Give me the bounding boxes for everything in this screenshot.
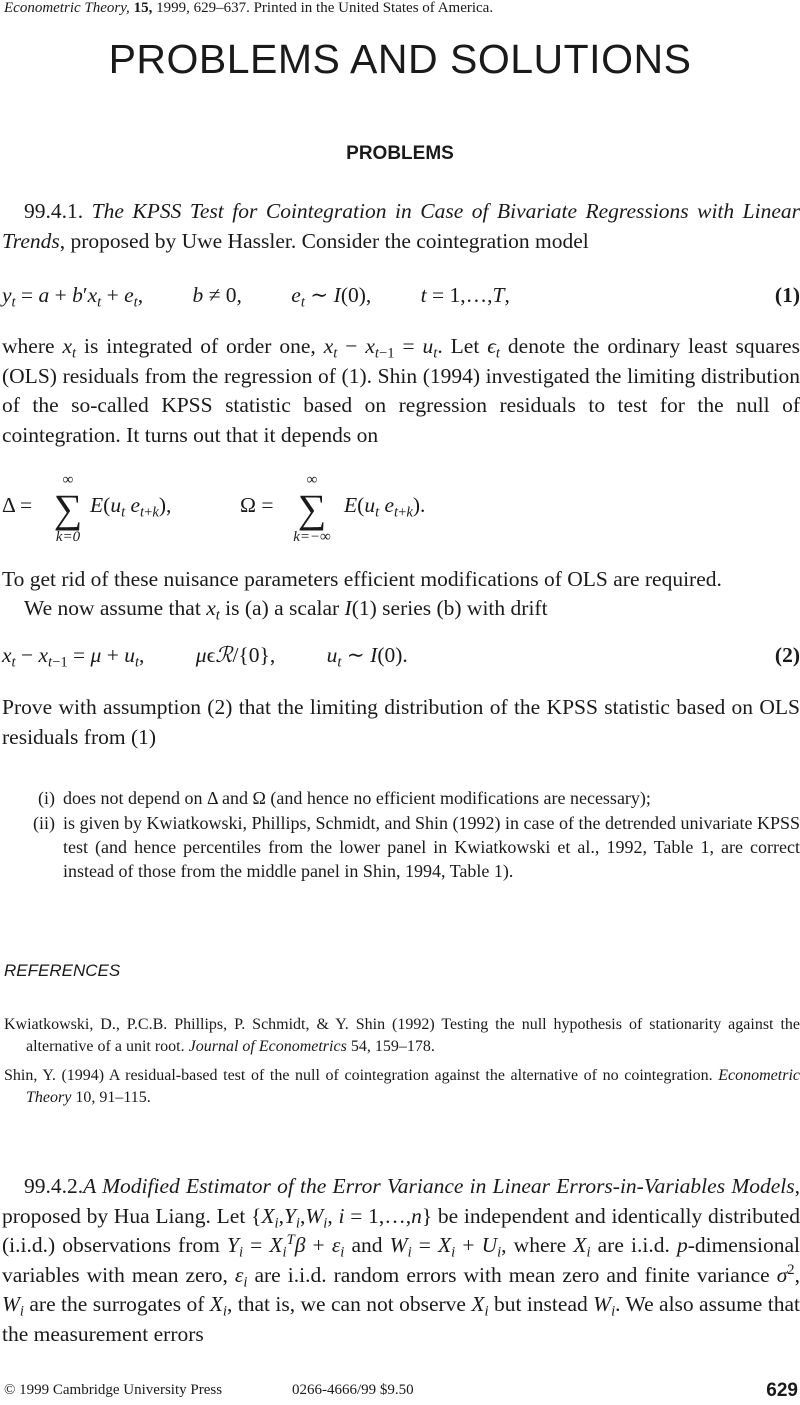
reference-text: Kwiatkowski, D., P.C.B. Phillips, P. Schmidt, & Y. Shin (1992) Testing the null hypothesis of stationarity against the alternative of a unit root. bbox=[4, 1016, 800, 1055]
problem-1-title: The KPSS Test for Cointegration in Case of Bivariate Regressions with Linear Trends bbox=[2, 199, 800, 253]
running-head-rest: 1999, 629–637. Printed in the United States of America. bbox=[152, 0, 494, 16]
page-title: PROBLEMS AND SOLUTIONS bbox=[108, 36, 692, 82]
list-item-text: does not depend on Δ and Ω (and hence no efficient modifications are necessary); bbox=[63, 788, 651, 808]
list-item-label: (i) bbox=[38, 788, 55, 808]
equation-2-body: $x_t - x_{t-1} = \mu + u_t$, μϵℛ/{0}, $u_t$ ∼ I(0). bbox=[2, 643, 408, 671]
equation-1-number: (1) bbox=[774, 283, 800, 307]
footer-issn: 0266-4666/99 $9.50 bbox=[292, 1382, 414, 1398]
problem-1-paragraph-4: We now assume that $x_t$ is (a) a scalar I(1) series (b) with drift bbox=[24, 596, 548, 624]
sum-omega: ∞ ∑ k=−∞ bbox=[293, 472, 331, 545]
problem-1-number: 99.4.1. bbox=[24, 199, 84, 223]
running-head bbox=[4, 0, 493, 17]
equation-1 bbox=[2, 283, 800, 313]
list-item-text: is given by Kwiatkowski, Phillips, Schmidt, and Shin (1992) in case of the detrended univariate KPSS test (and hence percentiles from the lower panel in Kwiatkowski et al., 1992, Table 1, are correct instead of those from the middle panel in Shin, 1994, Table 1). bbox=[63, 813, 800, 881]
footer-copyright: © 1999 Cambridge University Press bbox=[4, 1382, 223, 1398]
references-heading: REFERENCES bbox=[4, 961, 121, 980]
problem-1-intro bbox=[2, 197, 800, 256]
problem-1-paragraph-2: where $x_t$ is integrated of order one, $x_t - x_{t-1} = u_t$. Let $\epsilon_t$ denote the ordinary least squares (OLS) residuals from the regression of (1). Shin (1994) investigated the limiting distribution of the so-called KPSS statistic based on regression residuals to test for the null of cointegration. It turns out that it depends on bbox=[2, 334, 800, 447]
list-item-label: (ii) bbox=[33, 813, 55, 833]
sum-delta: ∞ ∑ k=0 bbox=[53, 472, 83, 545]
problem-2-title: A Modified Estimator of the Error Variance in Linear Errors-in-Variables Models bbox=[83, 1174, 795, 1198]
equation-2 bbox=[2, 643, 800, 673]
problem-1-proposer: , proposed by Uwe Hassler. Consider the cointegration model bbox=[59, 228, 589, 253]
reference-tail: 10, 91–115. bbox=[71, 1089, 151, 1106]
running-head-volume: 15, bbox=[133, 0, 153, 16]
list-item bbox=[0, 811, 800, 921]
problem-2-proposer: , proposed by Hua Liang. bbox=[2, 1174, 800, 1228]
reference-tail: 54, 159–178. bbox=[346, 1038, 435, 1055]
equation-1-body: $y_t = a + b'x_t + e_t$, b ≠ 0, $e_t$ ∼ I(0), t = 1,…,T, bbox=[2, 283, 510, 311]
reference-journal: Econometric Theory bbox=[26, 1067, 800, 1106]
reference-item bbox=[4, 1014, 800, 1058]
page-number: 629 bbox=[766, 1380, 798, 1401]
reference-journal: Journal of Econometrics bbox=[188, 1038, 347, 1055]
running-head-journal: Econometric Theory, bbox=[4, 0, 130, 16]
problem-1-paragraph-3: To get rid of these nuisance parameters efficient modifications of OLS are required. bbox=[2, 567, 722, 591]
problem-1-paragraph-5: Prove with assumption (2) that the limiting distribution of the KPSS statistic based on OLS residuals from (1) bbox=[2, 695, 800, 749]
reference-item bbox=[4, 1065, 800, 1109]
equation-delta-omega: Δ = ∞ ∑ k=0 $E(u_t$ $e_{t+k}$), Ω = ∞ ∑ k=−∞ $E(u_t$ $e_{t+k}$). bbox=[2, 472, 426, 545]
equation-2-number: (2) bbox=[774, 643, 800, 667]
reference-text: Shin, Y. (1994) A residual-based test of the null of cointegration against the alternative of no cointegration. bbox=[4, 1067, 719, 1084]
list-item bbox=[0, 786, 800, 810]
section-heading: PROBLEMS bbox=[346, 143, 454, 164]
problem-2-number: 99.4.2. bbox=[24, 1174, 84, 1198]
problem-2-paragraph: 99.4.2.A Modified Estimator of the Error Variance in Linear Errors-in-Variables Models, proposed by Hua Liang. Let {$X_i,Y_i,W_i$, i = 1,…,n} be independent and identically distributed (i.i.d.) observations from $Y_i = X_i^T\beta + \varepsilon_i$ and $W_i = X_i + U_i$, where $X_i$ are i.i.d. p-dimensional variables with mean zero, $\varepsilon_i$ are i.i.d. random errors with mean zero and finite variance $\sigma^2$, $W_i$ are the surrogates of $X_i$, that is, we can not observe $X_i$ but instead $W_i$. We also assume that the measurement errors bbox=[2, 1174, 800, 1346]
